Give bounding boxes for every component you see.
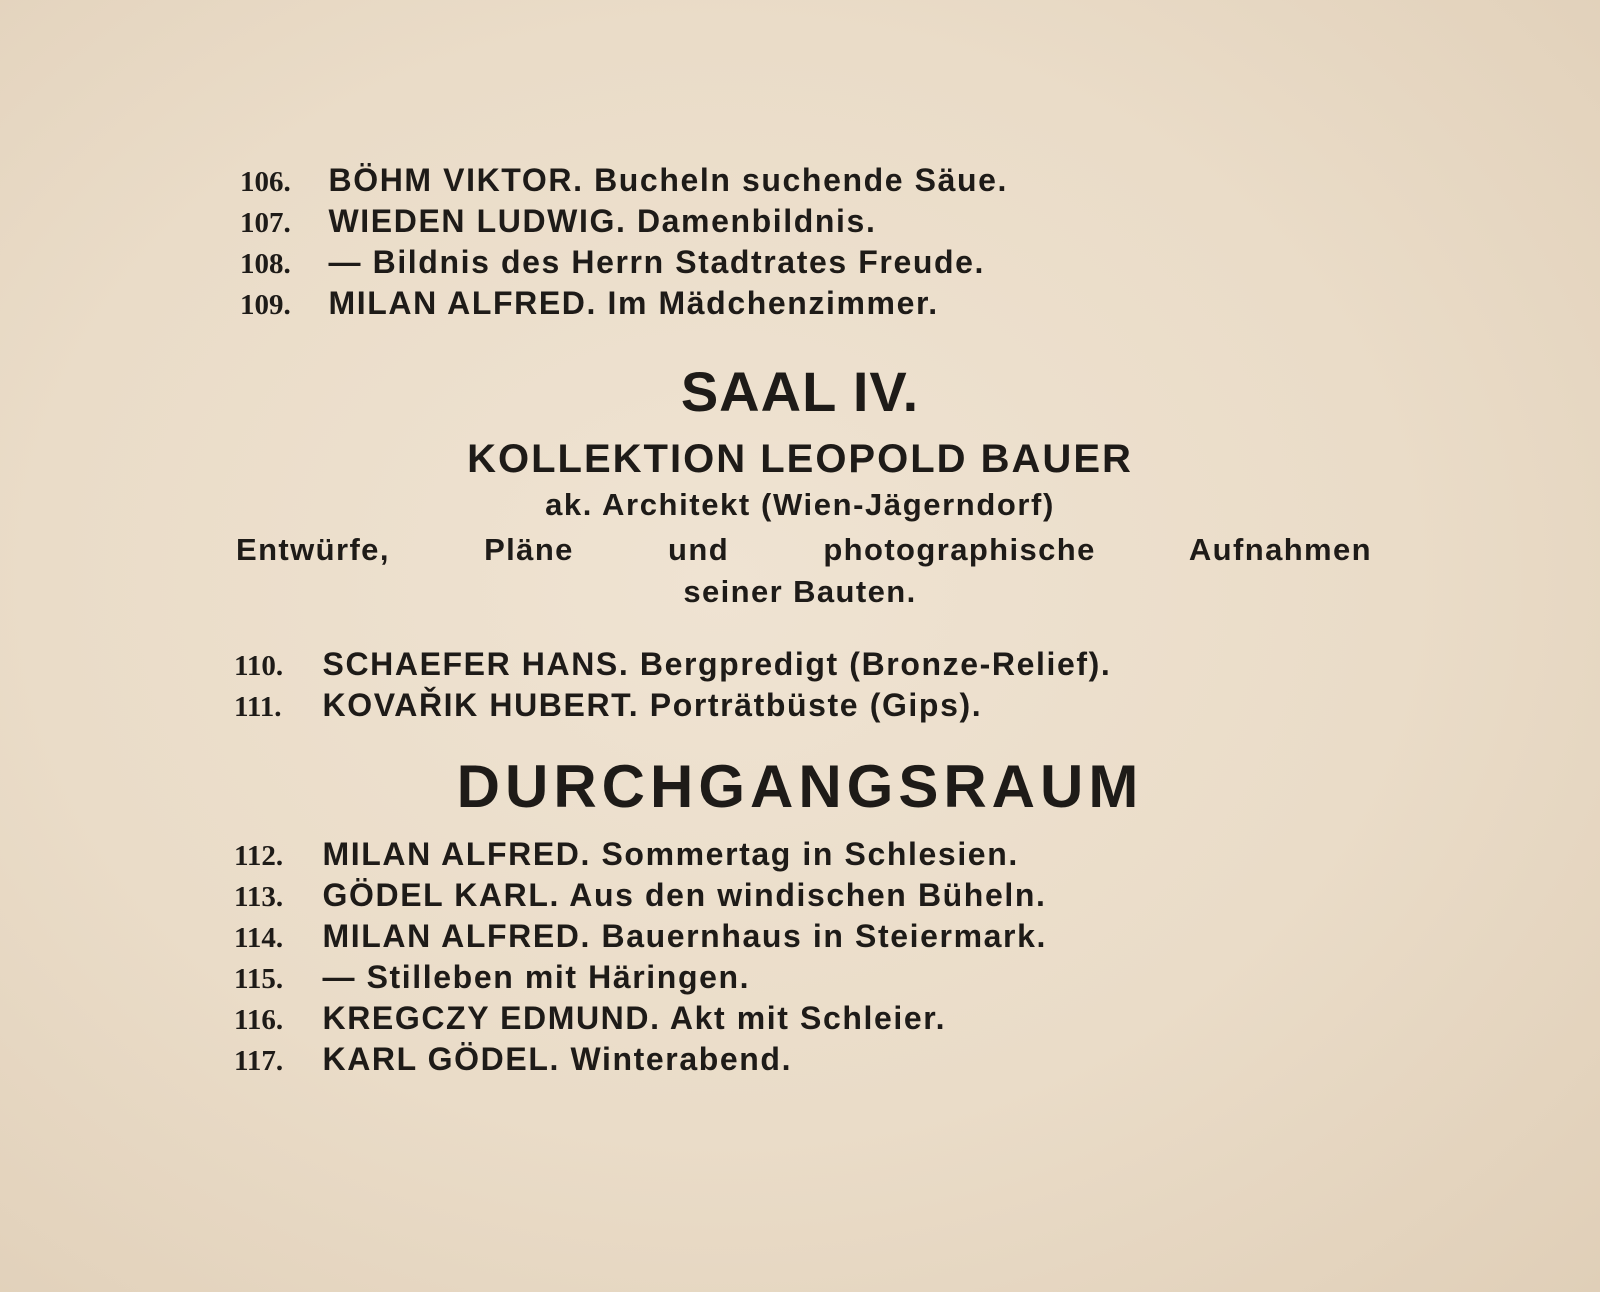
catalog-entry [234,875,1047,916]
entry-artist: MILAN ALFRED. [328,285,597,321]
room-heading-saal-iv: SAAL IV. [680,360,920,423]
catalog-entry [234,998,1047,1039]
entry-number: 113. [234,881,284,913]
catalog-entry [240,160,1008,201]
entry-artist: WIEDEN LUDWIG. [328,203,627,239]
catalog-entry [234,834,1047,875]
catalog-entry [234,644,1111,685]
entry-number: 114. [234,922,284,954]
collection-title: KOLLEKTION LEOPOLD BAUER [467,437,1133,481]
entry-artist: KARL GÖDEL. [322,1041,560,1077]
catalog-entry [240,201,1008,242]
entry-number: 107. [240,207,291,239]
collection-description: Entwürfe, Pläne und photographische Aufnahmen [236,532,1372,567]
entry-number: 111. [234,691,282,723]
entry-title: Bauernhaus in Steiermark. [601,918,1047,954]
entry-title: Bergpredigt (Bronze-Relief). [639,646,1112,682]
entry-artist: BÖHM VIKTOR. [328,162,584,198]
entry-number: 106. [240,166,291,198]
entry-number: 115. [234,963,284,995]
entry-artist: — [328,244,363,280]
entry-list-2 [234,644,1111,726]
catalog-entry [234,1039,1047,1080]
entry-list-3 [234,834,1047,1080]
entry-number: 116. [234,1004,284,1036]
catalog-entry [234,916,1047,957]
entry-number: 109. [240,289,291,321]
catalog-entry [240,242,1008,283]
collection-subtitle: ak. Architekt (Wien-Jägerndorf) [545,487,1055,522]
entry-artist: MILAN ALFRED. [322,836,591,872]
entry-title: Damenbildnis. [636,203,877,239]
entry-title: Sommertag in Schlesien. [601,836,1019,872]
entry-title: Akt mit Schleier. [669,1000,947,1036]
entry-title: Bucheln suchende Säue. [594,162,1009,198]
entry-title: Bildnis des Herrn Stadtrates Freude. [372,244,986,280]
entry-number: 108. [240,248,291,280]
entry-title: Im Mädchenzimmer. [607,285,939,321]
entry-artist: GÖDEL KARL. [322,877,560,913]
entry-number: 110. [234,650,284,682]
entry-title: Winterabend. [570,1041,793,1077]
entry-list-1 [240,160,1008,324]
entry-artist: KREGCZY EDMUND. [322,1000,661,1036]
entry-title: Aus den windischen Büheln. [569,877,1047,913]
room-heading-durchgangsraum: DURCHGANGSRAUM [456,753,1144,820]
catalog-entry [234,685,1111,726]
catalog-entry [234,957,1047,998]
entry-number: 117. [234,1045,284,1077]
entry-artist: SCHAEFER HANS. [322,646,630,682]
entry-number: 112. [234,840,284,872]
entry-artist: KOVAŘIK HUBERT. [322,687,640,723]
entry-artist: MILAN ALFRED. [322,918,591,954]
catalog-entry [240,283,1008,324]
entry-title: Stilleben mit Häringen. [366,959,751,995]
entry-artist: — [322,959,357,995]
entry-title: Porträtbüste (Gips). [649,687,983,723]
collection-description-line2: seiner Bauten. [683,574,917,609]
